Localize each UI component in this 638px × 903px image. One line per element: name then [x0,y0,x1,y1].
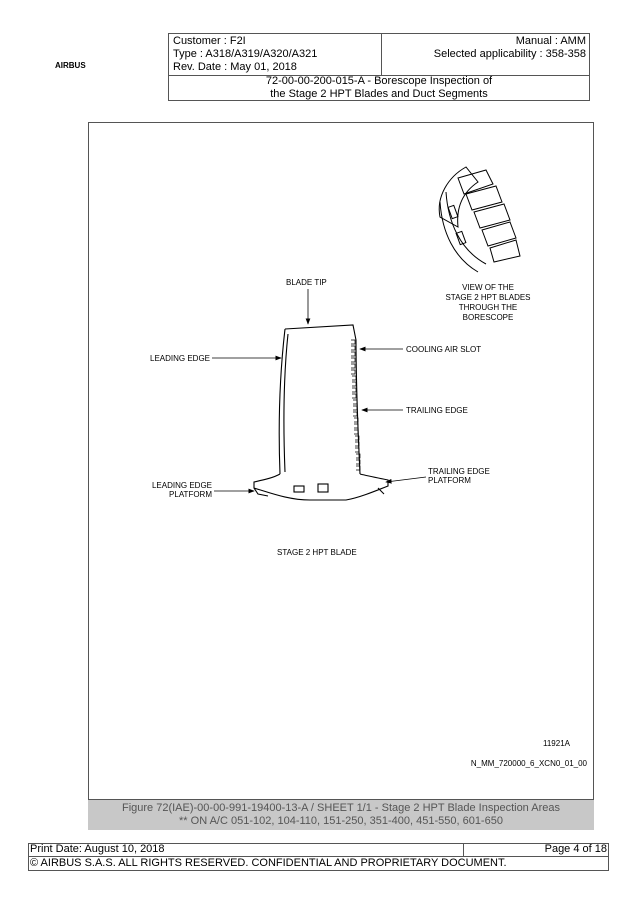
cooling-slots [351,340,360,470]
header-divider [381,33,382,75]
aircraft-type: Type : A318/A319/A320/A321 [173,48,318,60]
footer-divider [463,843,464,857]
logo-text: AIRBUS [55,61,86,70]
figure-caption-line1: Figure 72(IAE)-00-00-991-19400-13-A / SHEET 1/1 - Stage 2 HPT Blade Inspection Areas [121,802,560,814]
label-trailing-edge-platform-2: PLATFORM [428,476,471,485]
copyright-notice: © AIRBUS S.A.S. ALL RIGHTS RESERVED. CONFIDENTIAL AND PROPRIETARY DOCUMENT. [30,857,507,869]
task-title-line2: the Stage 2 HPT Blades and Duct Segments [270,88,488,100]
label-leading-edge: LEADING EDGE [150,354,211,363]
view-caption-4: BORESCOPE [462,313,514,322]
drawing-number: 11921A [543,739,570,748]
figure-caption-line2: ** ON A/C 051-102, 104-110, 151-250, 351-400, 451-550, 601-650 [179,815,503,827]
label-leading-edge-platform-2: PLATFORM [169,490,212,499]
stage2-hpt-blade-drawing [254,325,388,500]
label-trailing-edge: TRAILING EDGE [406,406,468,415]
figure-caption-band [88,799,594,830]
label-trailing-edge-platform-1: TRAILING EDGE [428,467,490,476]
task-title-line1: 72-00-00-200-015-A - Borescope Inspection of [265,75,493,87]
revision-date: Rev. Date : May 01, 2018 [173,61,297,73]
view-caption-2: STAGE 2 HPT BLADES [445,293,531,302]
label-cooling-air-slot: COOLING AIR SLOT [406,345,482,354]
airbus-logo [55,46,155,74]
view-caption-1: VIEW OF THE [462,283,514,292]
view-caption-3: THROUGH THE [458,303,518,312]
label-stage2-hpt-blade: STAGE 2 HPT BLADE [277,548,357,557]
applicability-label: Selected applicability : 358-358 [433,48,586,60]
borescope-view-drawing [439,167,520,272]
customer-label: Customer : F2I [173,35,246,47]
label-leading-edge-platform-1: LEADING EDGE [151,481,212,490]
file-reference: N_MM_720000_6_XCN0_01_00 [470,759,587,768]
manual-label: Manual : AMM [515,35,586,47]
print-date: Print Date: August 10, 2018 [30,843,165,855]
blade-illustration [88,122,594,799]
label-blade-tip: BLADE TIP [286,278,327,287]
page-number: Page 4 of 18 [544,843,607,855]
